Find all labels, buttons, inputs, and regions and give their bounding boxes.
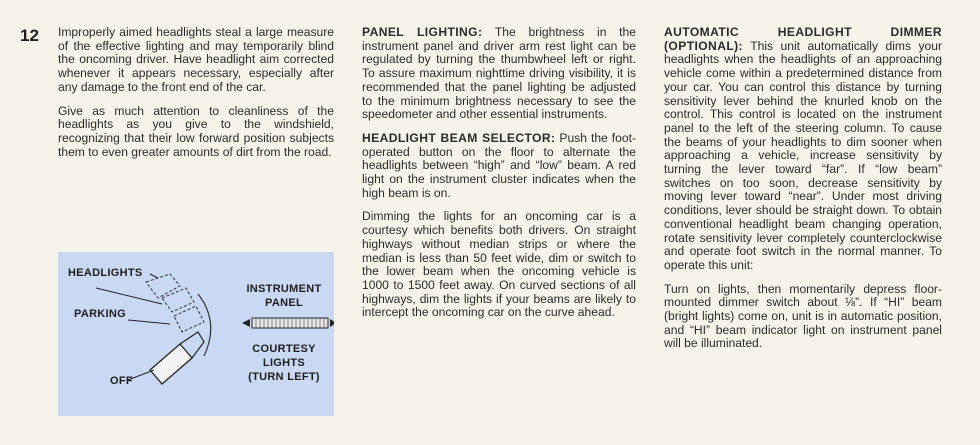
column-left [58, 26, 334, 169]
instrument-panel-label [238, 282, 330, 310]
instrument-panel-line-2: PANEL [265, 297, 303, 309]
beam-selector-paragraph [362, 132, 636, 201]
courtesy-line-1: COURTESY [252, 343, 316, 355]
headlights-position-outline [146, 274, 180, 298]
panel-lighting-paragraph [362, 26, 636, 122]
parking-position-outline [162, 288, 194, 312]
thumbwheel [252, 318, 328, 328]
parking-leader-line-2 [128, 320, 170, 324]
dimmer-text: This unit automatically dims your headlights when the headlights of an approaching vehicle come within a predetermined distance from your car. You can control this distance by turning sensitivity lever behind the knurled knob on the control. This control is located on the instrument panel to the left of the steering column. To cause the beams of your headlights to dim sooner when approaching a vehicle, increase sensitivity by turning the lever toward “far”. If “low beam” switches on too soon, decrease sensitivity by moving lever toward “near”. Under most driving conditions, lever should be straight down. To obtain conventional headlight beam changing operation, rotate sensitivity lever completely counterclockwise and operate foot switch in the normal manner. To operate this unit: [664, 38, 942, 272]
beam-selector-heading: HEADLIGHT BEAM SELECTOR: [362, 130, 556, 145]
dimmer-paragraph [664, 26, 942, 273]
panel-lighting-heading: PANEL LIGHTING: [362, 25, 483, 39]
beam-selector-text: Push the foot-operated button on the floor to alternate the headlights between “high” and “low” beam. A red light on the instrument cluster indicates when the high beam is on. [362, 130, 636, 200]
headlight-cleanliness-paragraph: Give as much attention to cleanliness of the headlights as you give to the windshield, recognizing that their low forward position subjects them to even greater amounts of dirt from the road. [58, 103, 334, 159]
headlight-switch-diagram [58, 252, 334, 416]
dimming-paragraph: Dimming the lights for an oncoming car is a courtesy which benefits both drivers. On straight highways without median strips or where the median is less than 50 feet wide, dim or switch to the lower beam when the oncoming vehicle is 1000 to 1500 feet away. On curved sections of all highways, dim the lights if your beams are likely to intercept the oncoming car on the curve ahead. [362, 209, 636, 320]
off-knob [150, 344, 192, 384]
parking-label: PARKING [74, 308, 127, 320]
panel-lighting-text: The brightness in the instrument panel and driver arm rest light can be regulated by turning the thumbwheel left or right. To assure maximum nighttime driving visibility, it is recommended that the panel lighting be adjusted to the minimum brightness necessary to see the speedometer and other essential instruments. [362, 25, 636, 122]
dimmer-heading: AUTOMATIC HEADLIGHT DIMMER (OPTIONAL): [664, 25, 942, 53]
headlight-aim-paragraph: Improperly aimed headlights steal a large measure of the effective lighting and may temporarily blind the oncoming driver. Have headlight aim corrected whenever it appears necessary, especially after any damage to the front end of the car. [58, 25, 334, 94]
column-right [664, 26, 942, 361]
column-middle [362, 26, 636, 330]
courtesy-lights-label [238, 342, 330, 384]
left-arrow-icon [242, 319, 250, 327]
page-number: 12 [20, 26, 39, 45]
operate-paragraph: Turn on lights, then momentarily depress floor-mounted dimmer switch about ⅛”. If “HI” beam (bright lights) come on, unit is in automatic position, and “HI” beam indicator light on instrument panel will be illuminated. [664, 281, 942, 351]
courtesy-line-3: (TURN LEFT) [248, 371, 320, 383]
headlights-leader-line [150, 274, 158, 278]
headlights-label: HEADLIGHTS [68, 267, 143, 279]
courtesy-line-2: LIGHTS [262, 357, 306, 369]
off-label: OFF [110, 375, 133, 387]
instrument-panel-line-1: INSTRUMENT [246, 283, 322, 295]
intermediate-position-outline [174, 306, 204, 332]
right-arrow-icon [330, 319, 334, 327]
